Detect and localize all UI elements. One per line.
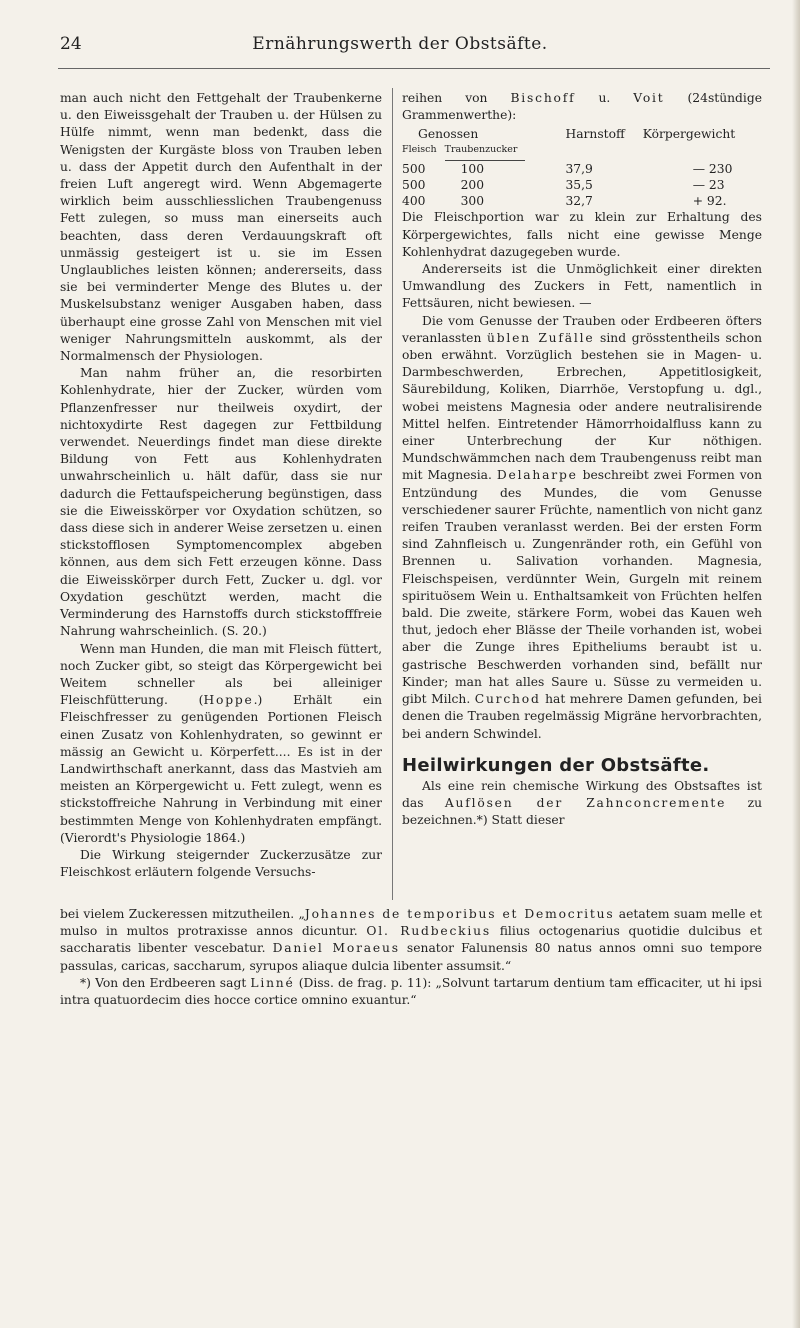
text-run: (24stündige Grammenwerthe):	[402, 91, 762, 123]
table-cell: + 92.	[692, 194, 727, 209]
text-run: beschreibt zwei Formen von Entzündung des Mundes, die vom Genusse verschiedener saurer Früchte, namentlich von nicht ganz reifen Trauben veranlasst werden. Bei der ersten Form sind Zahnfleisch u. Zungenränder roth, ein Gefühl von Brennen u. Salivation vorhanden. Magnesia, Fleischspeisen, verdünnter Wein, Gurgeln mit reinem spirituösem Wein u. Enthaltsamkeit von Früchten helfen bald. Die zweite, stärkere Form, wobei das Kauen weh thut, jedoch eher Blässe der Theile vorhanden ist, wobei aber die Zunge ihres Epitheliums beraubt ist u. gastrische Beschwerden vorhanden sind, befällt nur Kinder; man hat alles Saure u. Süsse zu vermeiden u. gibt Milch.	[402, 468, 762, 707]
author-name: Delaharpe	[496, 468, 578, 483]
right-paragraph-4	[402, 778, 762, 830]
text-run: bei vielem Zuckeressen mitzutheilen. „	[60, 907, 305, 921]
author-name: Voit	[633, 91, 665, 105]
table-subheader-row	[402, 142, 743, 161]
text-run: aetatem suam melle et mulso in multos protraxisse annos dicuntur.	[60, 907, 763, 939]
table-header: Genossen	[418, 127, 479, 142]
table-cell: 100	[460, 162, 485, 177]
text-run: (Diss. de frag. p. 11): „Solvunt tartarum dentium tam efficaciter, ut hi ipsi intra quatuordecim dies hocce cortice omnino exuantur.“	[60, 975, 762, 1008]
table-cell: — 230	[692, 161, 733, 176]
text-run: Als eine rein chemische Wirkung des Obstsaftes ist das	[402, 778, 762, 811]
table-subheader: Traubenzucker	[445, 142, 526, 161]
text-run: .) Erhält ein Fleischfresser zu genügenden Portionen Fleisch einen Zusatz von Kohlenhydraten, so gewinnt er mässig an Gewicht u. Körperfett.... Es ist in der Landwirthschaft anerkannt, dass das Mastvieh am meisten an Körpergewicht u. Fett zulegt, wenn es stickstoffreiche Nahrung in Verbindung mit einer bestimmten Menge von Kohlenhydraten empfängt. (Vierordt's Physiologie 1864.)	[60, 693, 382, 845]
author-name: Johannes de temporibus et Democritus	[304, 907, 615, 921]
left-column	[60, 90, 382, 881]
text-run: reihen von	[402, 91, 511, 105]
emphasis: Auflösen der Zahnconcremente	[444, 796, 727, 811]
text-run: Die vom Genusse der Trauben oder Erdbeeren öfters veranlassten	[402, 313, 762, 345]
table-cell: 32,7	[565, 194, 593, 209]
table-cell: 200	[460, 178, 485, 193]
footnote	[60, 975, 762, 1009]
section-heading: Heilwirkungen der Obstsäfte.	[402, 754, 710, 776]
text-run: senator Falunensis 80 natus annos omni suo tempore passulas, caricas, saccharum, syrupos aliaque dulcia libenter assumsit.“	[60, 941, 763, 973]
author-name: Curchod	[474, 692, 541, 707]
text-run: filius octogenarius quotidie dulcibus et saccharatis libenter vescebatur.	[60, 924, 763, 956]
left-paragraph-1: man auch nicht den Fettgehalt der Traubenkerne u. den Eiweissgehalt der Trauben u. der Hülsen zu Hülfe nimmt, wenn man bedenkt, dass die Wenigsten der Kurgäste bloss von Trauben leben u. dass der Appetit durch den Aufenthalt in der freien Luft angeregt wird. Wenn Abgemagerte wirklich beim ausschliesslichen Traubengenuss Fett zulegen, so muss man einerseits auch beachten, dass deren Verdauungskraft oft unmässig gesteigert ist u. sie im Essen Unglaubliches leisten können; andererseits, dass sie bei verminderter Menge des Blutes u. der Muskelsubstanz weniger Ausgaben haben, dass überhaupt eine grosse Zahl von Menschen mit viel weniger Nahrungsmitteln auskommt, als der Normalmensch der Physiologen.	[60, 91, 382, 364]
table-cell: — 23	[692, 178, 725, 193]
author-name: Daniel Moraeus	[272, 941, 400, 956]
text-run: hat mehrere Damen gefunden, bei denen die Trauben regelmässig Migräne hervorbrachten, bei andern Schwindel.	[402, 692, 762, 741]
table-cell: 500	[402, 161, 426, 176]
table-cell: 400	[402, 194, 426, 209]
right-intro	[402, 90, 762, 124]
right-paragraph-1: Die Fleischportion war zu klein zur Erhaltung des Körpergewichtes, falls nicht eine gewisse Menge Kohlenhydrat dazugegeben wurde.	[402, 210, 762, 259]
author-name: Ol. Rudbeckius	[366, 924, 491, 939]
text-run: sind grösstentheils schon oben erwähnt. Vorzüglich bestehen sie in Magen- u. Darmbeschwerden, Erbrechen, Appetitlosigkeit, Säurebildung, Koliken, Diarrhöe, Verstopfung u. dgl., wobei meistens Magnesia oder andere neutralisirende Mittel helfen. Eintretender Hämorrhoidalfluss kann zu einer Unterbrechung der Kur nöthigen. Mundschwämmchen nach dem Traubengenuss reibt man mit Magnesia.	[402, 330, 762, 483]
text-run: u.	[575, 91, 634, 105]
table-cell: 300	[460, 194, 485, 209]
continuation-paragraph	[60, 906, 762, 975]
right-paragraph-2: Andererseits ist die Unmöglichkeit einer direkten Umwandlung des Zuckers in Fett, namentlich in Fettsäuren, nicht bewiesen. —	[402, 262, 762, 311]
running-title: Ernährungswerth der Obstsäfte.	[252, 34, 548, 54]
text-run: Wenn man Hunden, die man mit Fleisch füttert, noch Zucker gibt, so steigt das Körpergewicht bei Weitem schneller als bei alleiniger Fleischfütterung. (	[60, 641, 382, 708]
left-paragraph-2: Man nahm früher an, die resorbirten Kohlenhydrate, hier der Zucker, würden vom Pflanzenfresser nur theilweis oxydirt, der nichtoxydirte Rest dagegen zur Fettbildung verwendet. Neuerdings findet man diese direkte Bildung von Fett aus Kohlenhydraten unwahrscheinlich u. hält dafür, dass sie nur dadurch die Fettaufspeicherung begünstigen, dass sie die Eiweisskörper vor Oxydation schützen, so dass diese sich in anderer Weise zersetzen u. einen stickstofflosen Symptomencomplex abgeben können, aus dem sich Fett erzeugen könne. Dass die Eiweisskörper durch Fett, Zucker u. dgl. vor Oxydation geschützt werden, macht die Verminderung des Harnstoffs durch stickstofffreie Nahrung wahrscheinlich. (S. 20.)	[60, 366, 382, 639]
table-header-row	[402, 126, 743, 142]
text-run: *) Von den Erdbeeren sagt	[80, 975, 251, 990]
emphasis: üblen Zufälle	[487, 330, 595, 345]
right-paragraph-3	[402, 313, 762, 743]
table-cell: 35,5	[565, 178, 593, 193]
page-number: 24	[60, 34, 82, 54]
header-rule	[58, 68, 770, 69]
author-name: Linné	[250, 975, 295, 990]
author-name: Bischoff	[510, 91, 576, 105]
right-column	[402, 90, 762, 830]
left-paragraph-4: Die Wirkung steigernder Zuckerzusätze zur Fleischkost erläutern folgende Versuchs-	[60, 847, 382, 880]
table-row	[402, 193, 743, 209]
left-paragraph-3	[60, 641, 382, 847]
table-header: Harnstoff	[565, 127, 625, 142]
column-divider	[392, 88, 393, 900]
table-row	[402, 177, 743, 193]
table-cell: 500	[402, 178, 426, 193]
experiment-table	[402, 126, 743, 209]
page-edge-shadow	[792, 0, 800, 1328]
table-cell: 37,9	[565, 161, 593, 176]
table-header: Körpergewicht	[642, 127, 736, 142]
text-run: zu bezeichnen.*) Statt dieser	[402, 796, 762, 828]
table-subheader: Fleisch	[402, 144, 437, 156]
full-width-text	[60, 906, 762, 1009]
author-name: Hoppe	[203, 693, 254, 708]
table-row	[402, 161, 743, 178]
